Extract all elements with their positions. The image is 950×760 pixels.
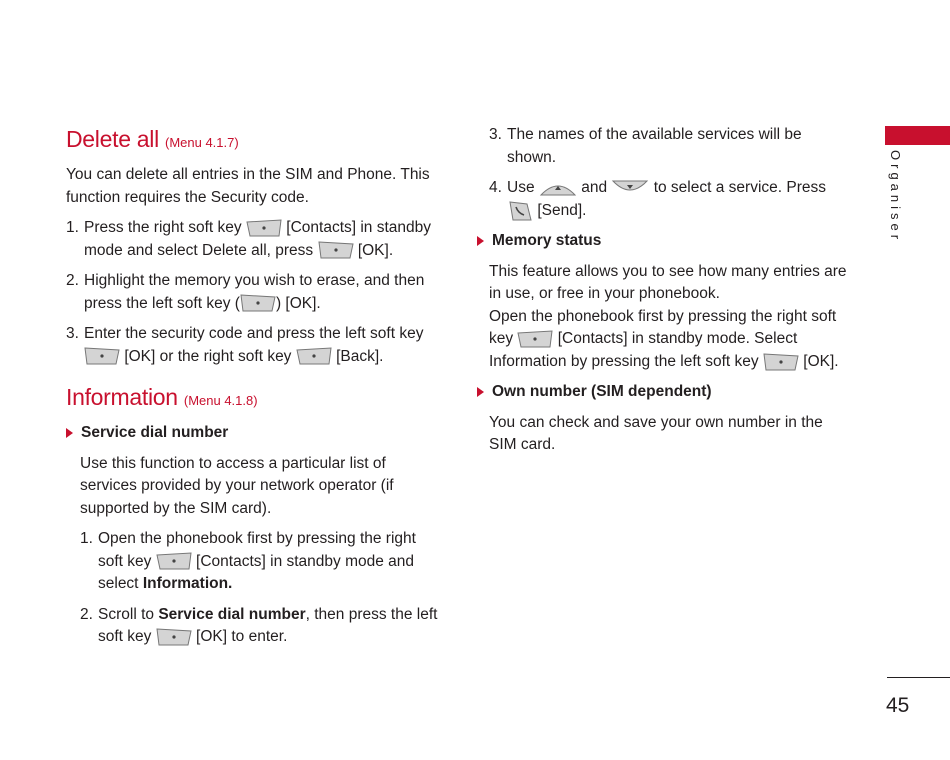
right-soft-key-icon (296, 347, 332, 365)
right-soft-key-icon (246, 219, 282, 237)
service-dial-intro: Use this function to access a particular list of services provided by your network operator (if supported by the SIM card). (80, 454, 394, 517)
memory-status-p1: This feature allows you to see how many entries are in use, or free in your phonebook. (489, 262, 847, 303)
down-key-icon (611, 180, 649, 196)
delete-step-1: 1. Press the right soft key [Contacts] in standby mode and select Delete all, press [OK]. (66, 219, 432, 259)
left-soft-key-icon (318, 241, 354, 259)
right-soft-key-icon (156, 552, 192, 570)
section-tab (885, 126, 950, 145)
right-soft-key-icon (517, 330, 553, 348)
delete-all-heading (66, 124, 438, 158)
own-number-text: You can check and save your own number in the SIM card. (489, 413, 823, 454)
arrow-bullet-icon (477, 236, 484, 246)
left-soft-key-icon (156, 628, 192, 646)
delete-step-2: 2. Highlight the memory you wish to erase, and then press the left soft key ( ) [OK]. (66, 272, 425, 312)
service-dial-heading: Service dial number (66, 422, 438, 445)
delete-all-title: Delete all (66, 126, 159, 152)
left-soft-key-icon (763, 353, 799, 371)
left-column (66, 124, 438, 657)
up-key-icon (539, 180, 577, 196)
information-heading (66, 382, 438, 416)
own-number-heading: Own number (SIM dependent) (477, 381, 849, 404)
page-number: 45 (886, 694, 910, 717)
service-step-4: 4. Use and to select a service. Press [Send]. (489, 177, 849, 222)
section-label: Organiser (888, 150, 903, 244)
footer-rule (887, 677, 950, 678)
service-step-2: 2. Scroll to Service dial number, then press the left soft key [OK] to enter. (80, 605, 438, 645)
send-key-icon (507, 200, 533, 222)
service-dial-body (66, 453, 438, 649)
arrow-bullet-icon (477, 387, 484, 397)
memory-status-heading: Memory status (477, 230, 849, 253)
delete-step-3: 3. Enter the security code and press the left soft key [OK] or the right soft key [Back]. (66, 325, 424, 365)
information-title: Information (66, 384, 178, 410)
memory-status-p2: Open the phonebook first by pressing the right soft key [Contacts] in standby mode. Select Information by pressing the left soft key [OK]. (489, 307, 839, 370)
delete-all-menu-ref: (Menu 4.1.7) (164, 135, 239, 150)
left-soft-key-icon (84, 347, 120, 365)
left-soft-key-icon (240, 294, 276, 312)
arrow-bullet-icon (66, 428, 73, 438)
service-step-1: 1. Open the phonebook first by pressing the right soft key [Contacts] in standby mode and select Information. (80, 530, 416, 592)
delete-all-intro: You can delete all entries in the SIM and Phone. This function requires the Security code. (66, 166, 430, 206)
information-menu-ref: (Menu 4.1.8) (183, 393, 258, 408)
service-step-3: 3. The names of the available services will be shown. (489, 126, 802, 166)
right-column (489, 124, 849, 457)
